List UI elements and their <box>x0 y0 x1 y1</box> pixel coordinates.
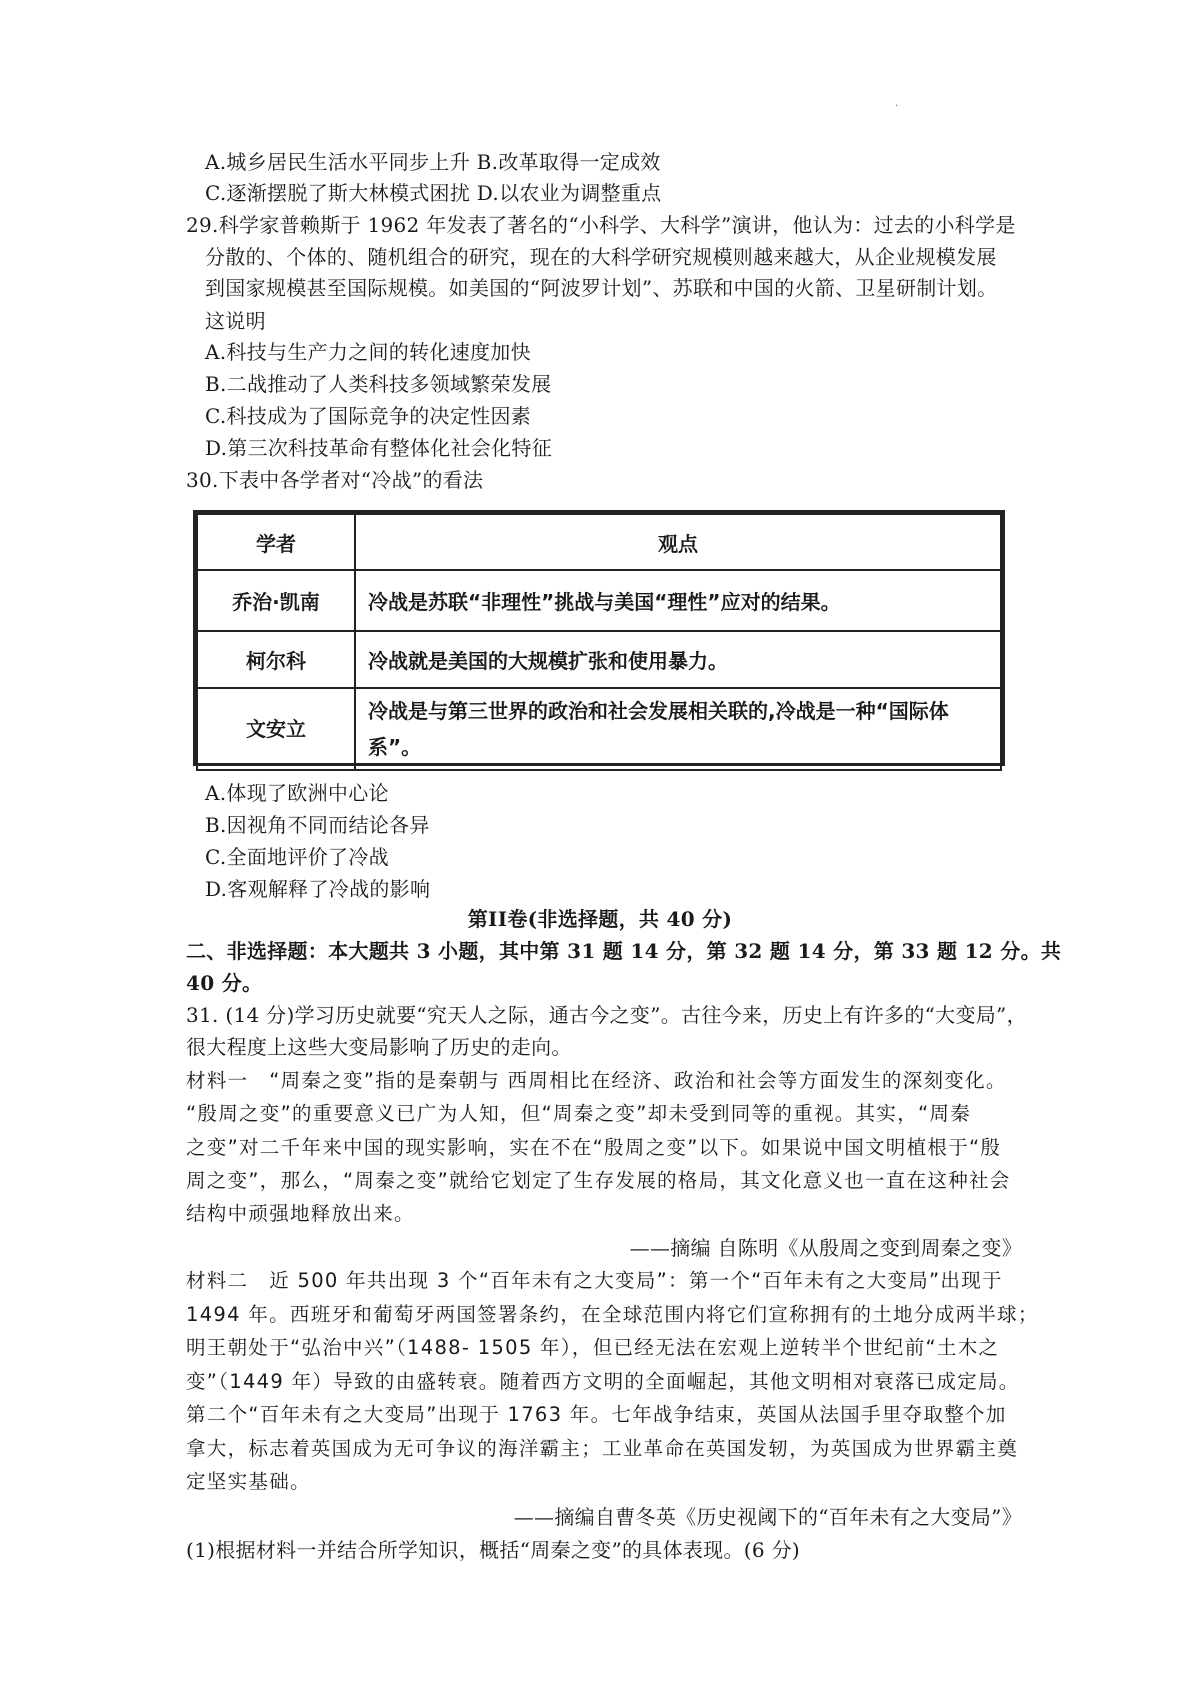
q30-stem: 30.下表中各学者对“冷战”的看法 <box>186 468 484 492</box>
material-2-line: 第二个“百年未有之大变局”出现于 1763 年。七年战争结束，英国从法国手里夺取整个加 <box>186 1403 1007 1426</box>
scholar-view: 冷战是苏联“非理性”挑战与美国“理性”应对的结果。 <box>355 570 1001 631</box>
q29-stem-line: 分散的、个体的、随机组合的研究，现在的大科学研究规模则越来越大，从企业规模发展 <box>205 245 997 269</box>
material-2-line: 明王朝处于“弘治中兴”（1488- 1505 年），但已经无法在宏观上逆转半个世纪前“土木之 <box>186 1336 1000 1359</box>
q30-option-a: A.体现了欧洲中心论 <box>205 781 389 805</box>
scan-dot: . <box>895 98 899 109</box>
scholar-views-table <box>193 510 1005 766</box>
scholar-name: 文安立 <box>197 688 355 770</box>
table-row <box>197 688 1001 770</box>
scholar-view <box>355 688 1001 770</box>
scholar-view-line: 系”。 <box>368 735 422 759</box>
q29-option-c: C.科技成为了国际竞争的决定性因素 <box>205 404 532 428</box>
table-header-view: 观点 <box>355 514 1001 570</box>
q31-stem-line: 很大程度上这些大变局影响了历史的走向。 <box>186 1035 572 1059</box>
scholar-view: 冷战就是美国的大规模扩张和使用暴力。 <box>355 631 1001 688</box>
material-1-line: 周之变”，那么，“周秦之变”就给它划定了生存发展的格局，其文化意义也一直在这种社会 <box>186 1169 1011 1192</box>
part2-instructions: 40 分。 <box>186 971 263 995</box>
scholar-name: 乔治·凯南 <box>197 570 355 631</box>
q30-option-d: D.客观解释了冷战的影响 <box>205 877 431 901</box>
q29-stem-line: 这说明 <box>205 309 266 333</box>
material-2-line: 材料二 近 500 年共出现 3 个“百年未有之大变局”：第一个“百年未有之大变局”出现于 <box>186 1269 1003 1292</box>
q31-stem-line: 31. (14 分)学习历史就要“究天人之际，通古今之变”。古往今来，历史上有许多的“大变局”， <box>186 1003 1027 1027</box>
table-row <box>197 570 1001 631</box>
q31-subquestion-1: (1)根据材料一并结合所学知识，概括“周秦之变”的具体表现。(6 分) <box>186 1538 800 1562</box>
material-1-source: ——摘编 自陈明《从殷周之变到周秦之变》 <box>629 1236 1022 1260</box>
material-1-line: “殷周之变”的重要意义已广为人知，但“周秦之变”却未受到同等的重视。其实，“周秦 <box>186 1102 972 1125</box>
q29-stem-line: 到国家规模甚至国际规模。如美国的“阿波罗计划”、苏联和中国的火箭、卫星研制计划。 <box>205 276 998 300</box>
material-2-line: 拿大，标志着英国成为无可争议的海洋霸主；工业革命在英国发轫，为英国成为世界霸主奠 <box>186 1437 1019 1460</box>
material-1-line: 材料一 “周秦之变”指的是秦朝与 西周相比在经济、政治和社会等方面发生的深刻变化。 <box>186 1069 1007 1092</box>
table-header-scholar: 学者 <box>197 514 355 570</box>
part2-instructions: 二、非选择题：本大题共 3 小题，其中第 31 题 14 分，第 32 题 14 分，第 33 题 12 分。共 <box>186 939 1062 963</box>
q29-stem-line: 29.科学家普赖斯于 1962 年发表了著名的“小科学、大科学”演讲，他认为：过去的小科学是 <box>186 213 1016 237</box>
material-1-line: 之变”对二千年来中国的现实影响，实在不在“殷周之变”以下。如果说中国文明植根于“殷 <box>186 1136 1002 1159</box>
scholar-name: 柯尔科 <box>197 631 355 688</box>
material-1-line: 结构中顽强地释放出来。 <box>186 1202 415 1225</box>
table-row <box>197 631 1001 688</box>
q28-options-cd: C.逐渐摆脱了斯大林模式困扰 D.以农业为调整重点 <box>205 181 662 205</box>
material-2-line: 变”（1449 年）导致的由盛转衰。随着西方文明的全面崛起，其他文明相对衰落已成定局。 <box>186 1370 1020 1393</box>
material-2-line: 定坚实基础。 <box>186 1470 311 1493</box>
part2-title: 第II卷(非选择题，共 40 分) <box>467 907 733 931</box>
q29-option-d: D.第三次科技革命有整体化社会化特征 <box>205 436 553 460</box>
q28-options-ab: A.城乡居民生活水平同步上升 B.改革取得一定成效 <box>205 150 661 174</box>
material-2-line: 1494 年。西班牙和葡萄牙两国签署条约，在全球范围内将它们宣称拥有的土地分成两半球； <box>186 1303 1039 1326</box>
q29-option-b: B.二战推动了人类科技多领域繁荣发展 <box>205 372 552 396</box>
scholar-view-line: 冷战是与第三世界的政治和社会发展相关联的,冷战是一种“国际体 <box>368 699 949 723</box>
q30-option-c: C.全面地评价了冷战 <box>205 845 389 869</box>
material-2-source: ——摘编自曹冬英《历史视阈下的“百年未有之大变局”》 <box>513 1505 1022 1529</box>
q30-option-b: B.因视角不同而结论各异 <box>205 813 430 837</box>
q29-option-a: A.科技与生产力之间的转化速度加快 <box>205 340 531 364</box>
